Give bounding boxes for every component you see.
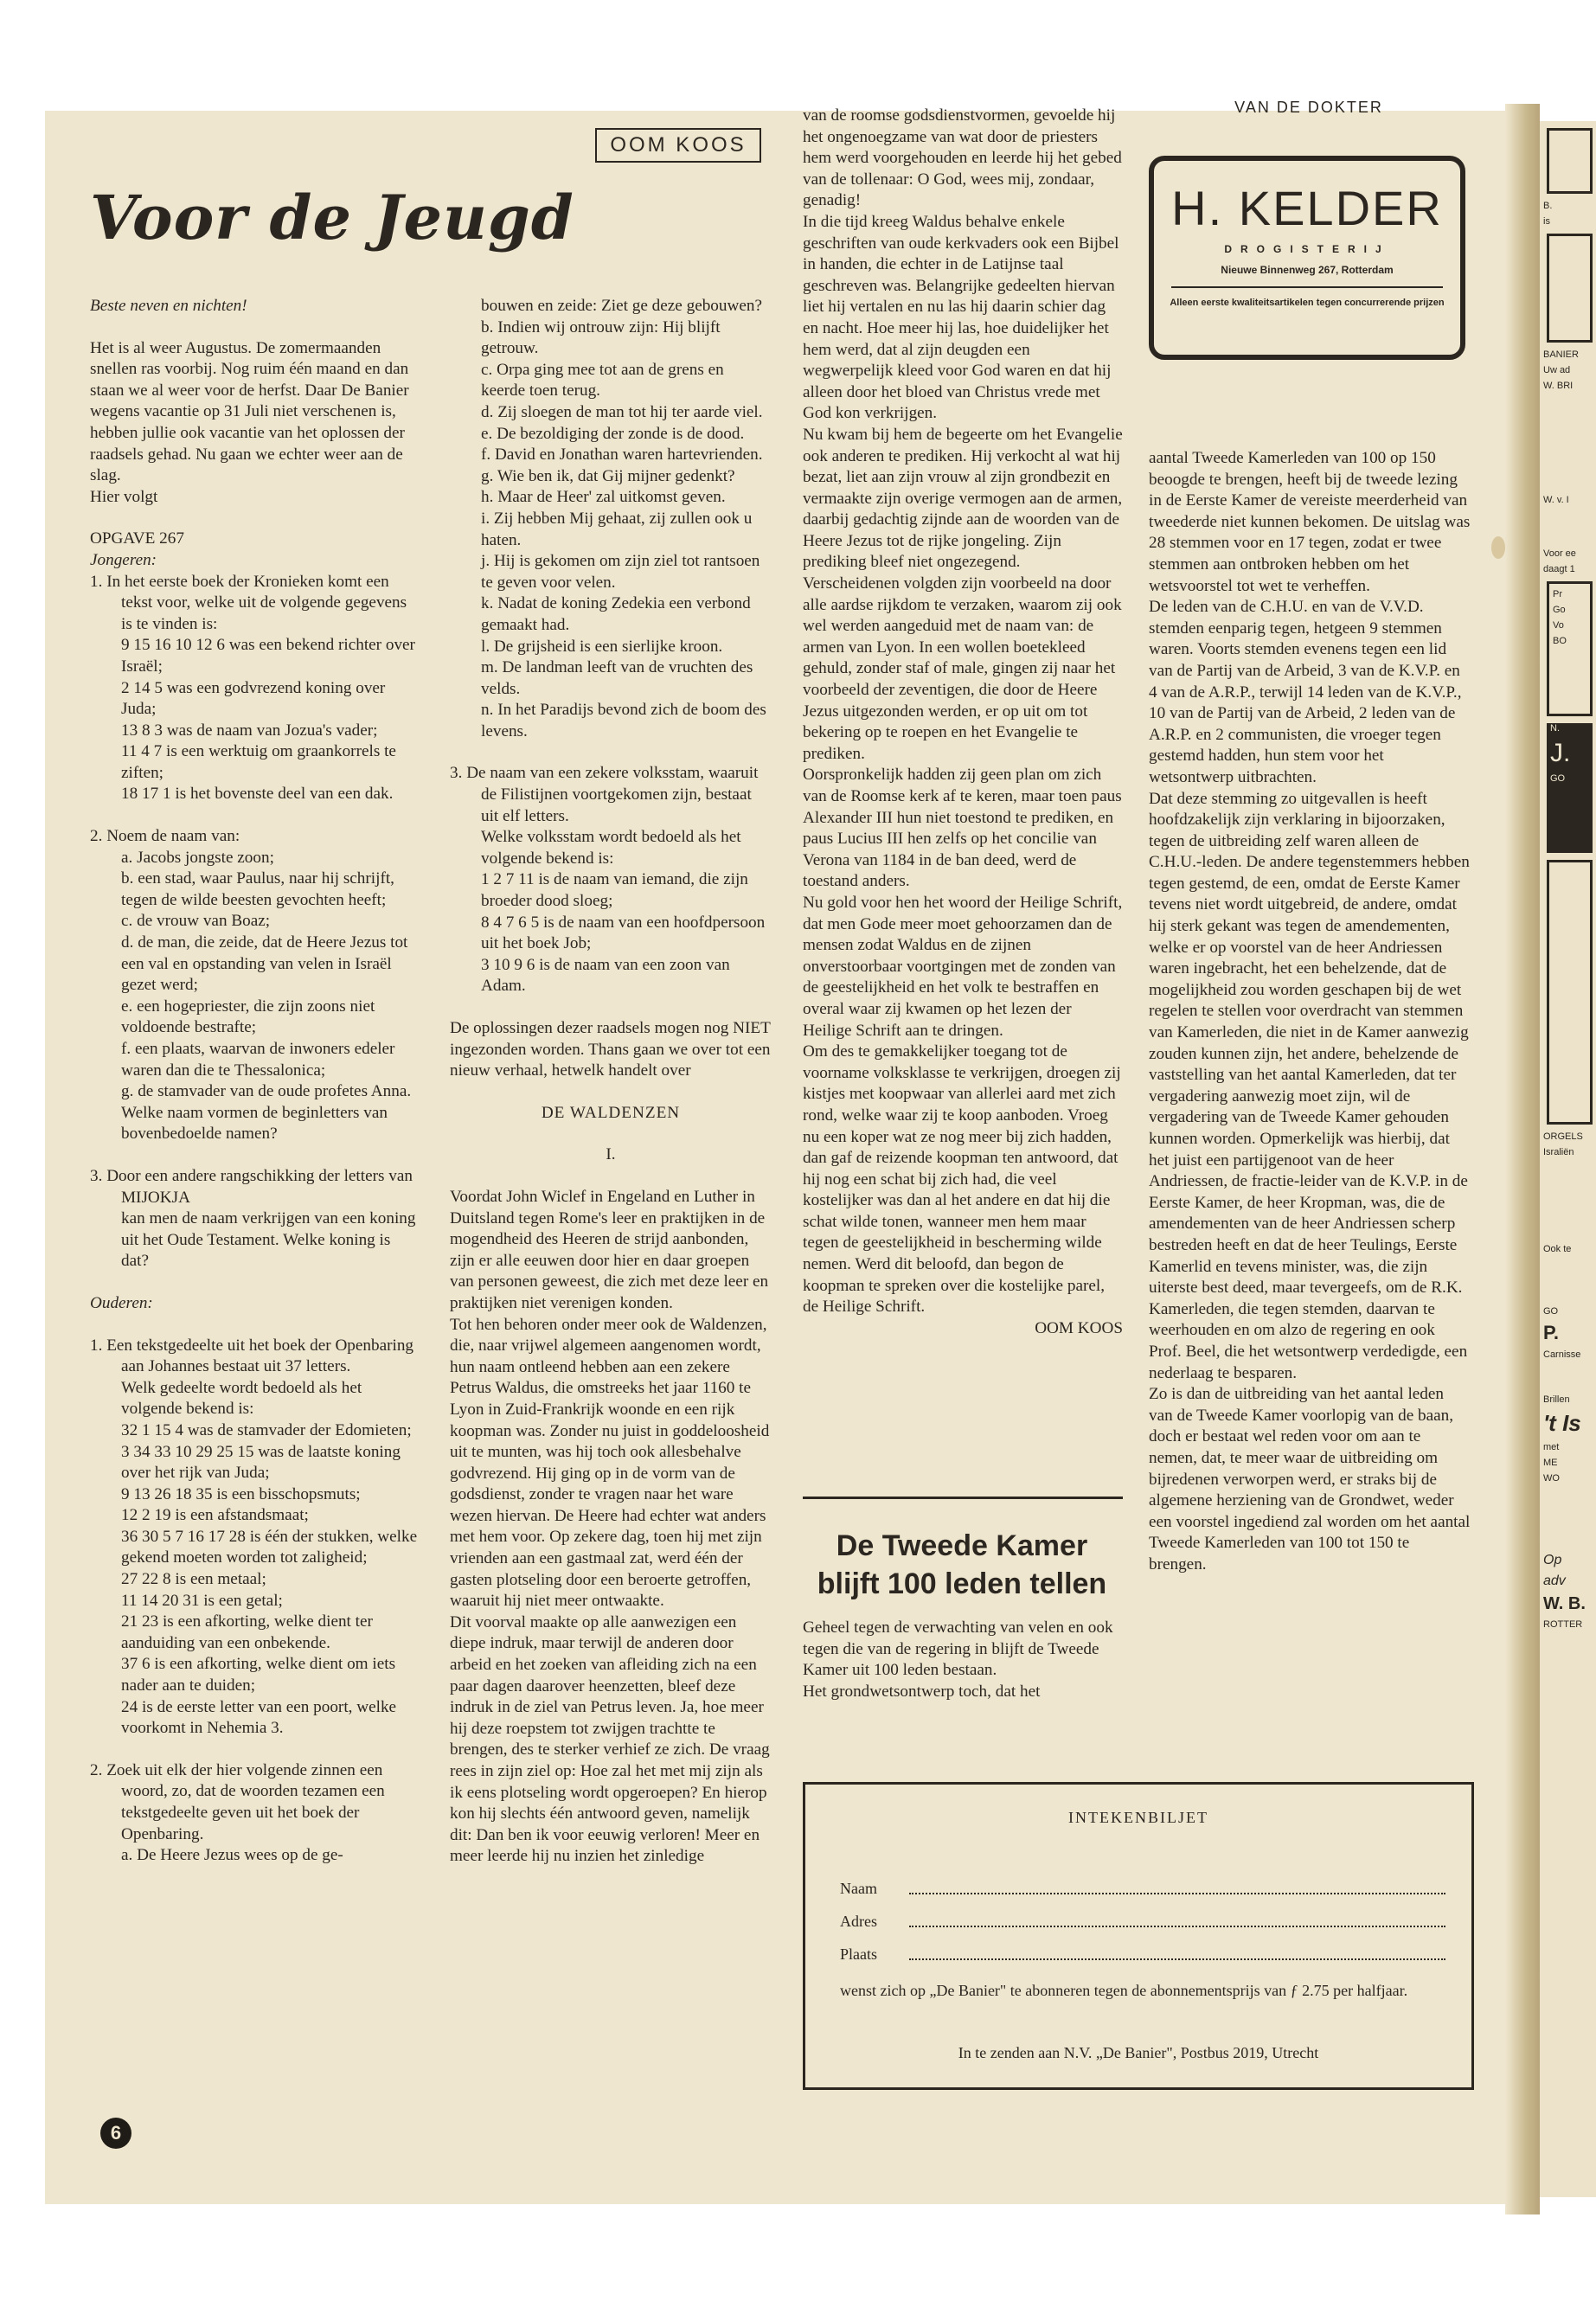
jongeren-heading: Jongeren:: [90, 550, 157, 569]
puzzle-line: 32 1 15 4 was de stamvader der Edomieten;: [121, 1420, 412, 1439]
article-paragraph: Geheel tegen de verwachting van velen en ook tegen die van de regering in blijft de Tweede Kamer uit 100 leden bestaan.: [803, 1618, 1113, 1680]
puzzle-line: f. David en Jonathan waren hartevrienden.: [481, 445, 763, 465]
puzzle-line: n. In het Paradijs bevond zich de boom des levens.: [481, 701, 766, 740]
column-2: [450, 296, 772, 1868]
column-1: [90, 296, 420, 1867]
city-label: Plaats: [840, 1945, 877, 1963]
puzzle-line: 11 4 7 is een werktuig om graankorrels te ziften;: [121, 742, 396, 782]
puzzle-line: kan men de naam verkrijgen van een koning uit het Oude Testament. Welke koning is dat?: [121, 1209, 416, 1271]
article-paragraph: aantal Tweede Kamerleden van 100 op 150 beoogde te brengen, heeft bij de tweede lezing in de Eerste Kamer de vereiste meerderheid van tweederde niet kunnen bekomen. De uitslag was 28 stemmen voor en 17 tegen, zodat er twee stemmen aan ontbroken hebben om het wetsvoorstel tot wet te verheffen.: [1149, 449, 1471, 595]
page-number: 6: [100, 2118, 131, 2149]
article-intro: [803, 1618, 1123, 1702]
fragment: ME: [1543, 1458, 1558, 1468]
adjacent-ad-box: [1547, 860, 1593, 1125]
puzzle-line: a. De Heere Jezus wees op de ge-: [121, 1846, 343, 1865]
page-spine: [1505, 104, 1540, 2214]
puzzle-line: m. De landman leeft van de vruchten des velds.: [481, 658, 753, 698]
fragment: Go: [1553, 605, 1566, 615]
fragment: ORGELS: [1543, 1131, 1583, 1142]
fragment: Op: [1543, 1553, 1562, 1567]
puzzle-line: Welk gedeelte wordt bedoeld als het volgende bekend is:: [121, 1378, 362, 1419]
puzzle-line: 36 30 5 7 16 17 28 is één der stukken, welke gekend moeten worden tot zaligheid;: [121, 1527, 418, 1567]
fragment: adv: [1543, 1574, 1566, 1588]
fragment: Brillen: [1543, 1394, 1570, 1405]
puzzle-line: 9 13 26 18 35 is een bisschopsmuts;: [121, 1484, 361, 1503]
story-paragraph: Nu gold voor hen het woord der Heilige Schrift, dat men Gode meer moet gehoorzamen dan de mensen zodat Waldus en de zijnen onverstoorbaar voortgingen met de zonden van de geestelijkheid en het volk te bestraffen en overal waar zij kwamen op het lezen der Heilige Schrift aan te dringen.: [803, 893, 1123, 1040]
question-text: 2. Zoek uit elk der hier volgende zinnen een woord, zo, dat de woorden tezamen een tekstgedeelte geven uit het boek der Openbaring.: [90, 1760, 385, 1843]
article-paragraph: De leden van de C.H.U. en van de V.V.D. stemden eenparig tegen, hetgeen 9 stemmen waren. Voorts stemden evenens tegen een lid van de Partij van de Arbeid, 3 van de K.V.P. en 4 van de A.R.P., terwijl 14 leden van de K.V.P., 10 van de Partij van de Arbeid, 2 leden van de A.R.P. en 2 communisten, die vroeger tegen gestemd hadden, hun stem voor het wetsontwerp uitbrachten.: [1149, 598, 1462, 786]
question-text: 1. In het eerste boek der Kronieken komt een tekst voor, welke uit de volgende gegevens is te vinden is:: [90, 572, 407, 633]
puzzle-line: h. Maar de Heer' zal uitkomst geven.: [481, 488, 726, 507]
form-text: wenst zich op „De Banier" te abonneren tegen de abonnementsprijs van ƒ 2.75 per halfjaar.: [840, 1982, 1408, 1999]
adjacent-ad-box: [1547, 581, 1593, 716]
story-title: DE WALDENZEN: [541, 1103, 681, 1122]
puzzle-line: 9 15 16 10 12 6 was een bekend richter over Israël;: [121, 636, 415, 676]
question-text: 3. Door een andere rangschikking der letters van: [90, 1166, 413, 1185]
puzzle-line: 21 23 is een afkorting, welke dient ter aanduiding van een onbekende.: [121, 1612, 373, 1652]
story-paragraph: Tot hen behoren onder meer ook de Waldenzen, die, naar vrijwel algemeen aangenomen wordt, hun naam ontleend hebben aan een zekere Petrus Waldus, die omstreeks het jaar 1160 te Lyon in Zuid-Frankrijk woonde en een rijk koopman was. Zonder nu juist in goddeloosheid uit te munten, was hij toch ook allesbehalve godvrezend. Hij ging op in de vorm van de godsdienst, zonder te vragen naar het ware wezen hiervan. De Heere had echter wat anders met hem voor. Op zekere dag, toen hij met zijn vrienden aan een gastmaal zat, werd één der gasten plotseling door een beroerte getroffen, waaruit hij niet meer ontwaakte.: [450, 1315, 770, 1611]
name-field[interactable]: [840, 1880, 1445, 1898]
address-label: Adres: [840, 1913, 877, 1930]
fragment: W. v. I: [1543, 495, 1569, 505]
fragment: BANIER: [1543, 349, 1579, 360]
fragment: P.: [1543, 1322, 1559, 1343]
ad-name: H. KELDER: [1171, 181, 1443, 235]
adjacent-page-edge: [1540, 121, 1596, 2197]
fragment: Israliën: [1543, 1147, 1574, 1157]
puzzle-line: 12 2 19 is een afstandsmaat;: [121, 1506, 309, 1525]
fragment: GO: [1543, 1306, 1559, 1317]
fragment: Uw ad: [1543, 365, 1571, 375]
story-paragraph: Verscheidenen volgden zijn voorbeeld na door alle aardse rijkdom te verzaken, waarom zij ook wel werden aangeduid met de naam van: de armen van Lyon. In een wollen boetekleed gehuld, zonder staf of male, gingen zij naar het voorbeeld der zeventigen, die door de Heere Jezus uitgezonden werden, er op uit om tot bekering op te roepen en het Evangelie te prediken.: [803, 574, 1122, 763]
puzzle-line: 8 4 7 6 5 is de naam van een hoofdpersoon uit het boek Job;: [481, 913, 766, 953]
paper-stain: [1491, 536, 1505, 559]
story-paragraph: van de roomse godsdienstvormen, gevoelde hij het ongenoegzame van wat door de priesters hem werd voorgehouden en leerde hij het gebed van de tollenaar: O God, wees mij, zondaar, genadig!: [803, 106, 1122, 210]
puzzle-line: l. De grijsheid is een sierlijke kroon.: [481, 637, 723, 656]
question-text: 2. Noem de naam van:: [90, 827, 240, 846]
column-4: [1149, 448, 1471, 1575]
puzzle-line: b. Indien wij ontrouw zijn: Hij blijft getrouw.: [481, 317, 721, 358]
puzzle-line: e. een hogepriester, die zijn zoons niet voldoende bestrafte;: [121, 997, 375, 1037]
form-send-address: In te zenden aan N.V. „De Banier", Postbus 2019, Utrecht: [958, 2044, 1319, 2061]
puzzle-line: Welke volksstam wordt bedoeld als het volgende bekend is:: [481, 828, 741, 868]
puzzle-line: c. Orpa ging mee tot aan de grens en keerde toen terug.: [481, 360, 724, 401]
puzzle-line: b. een stad, waar Paulus, naar hij schrijft, tegen de wilde beesten gevochten heeft;: [121, 869, 394, 909]
puzzle-line: e. De bezoldiging der zonde is de dood.: [481, 424, 745, 443]
puzzle-line: 1 2 7 11 is de naam van iemand, die zijn broeder dood sloeg;: [481, 870, 748, 911]
story-paragraph: Dit voorval maakte op alle aanwezigen een diepe indruk, maar terwijl de anderen door arbeid en het zoeken van afleiding zich na een paar dagen daarover heenzetten, bleef deze indruk in de ziel van Petrus leven. Ja, hoe meer hij deze roepstem tot zwijgen trachtte te brengen, des te sterker verhief ze zich. De vraag rees in zijn ziel op: Hoe zal het met mij zijn als ik eens plotseling wordt opgeroepen? En hierop kon hij slechts één antwoord geven, namelijk dit: Dan ben ik voor eeuwig verloren! Meer en meer leerde hij nu inzien het zinledige: [450, 1612, 770, 1866]
puzzle-line: 13 8 3 was de naam van Jozua's vader;: [121, 721, 378, 740]
fragment: N.: [1550, 723, 1560, 734]
story-paragraph: In die tijd kreeg Waldus behalve enkele geschriften van oude kerkvaders ook een Bijbel in handen, die echter in de Latijnse taal geschreven was. Belangrijke gedeelten hiervan liet hij vertalen en nu las hij daarin schier dag en nacht. Hoe meer hij las, hoe duidelijker het hem werd, dat al zijn deugden een wegwerpelijk kleed voor God waren en dat hij alleen door het bloed van Christus vrede met God kon verkrijgen.: [803, 212, 1119, 423]
puzzle-line: d. Zij sloegen de man tot hij ter aarde viel.: [481, 402, 763, 421]
section-divider: [803, 1497, 1123, 1499]
puzzle-line: i. Zij hebben Mij gehaat, zij zullen ook u haten.: [481, 509, 753, 549]
puzzle-line: j. Hij is gekomen om zijn ziel tot rantsoen te geven voor velen.: [481, 552, 760, 592]
ad-divider: [1171, 286, 1443, 288]
question-text: 3. De naam van een zekere volksstam, waaruit de Filistijnen voortgekomen zijn, bestaat uit elf letters.: [450, 764, 759, 825]
article-paragraph: Zo is dan de uitbreiding van het aantal leden van de Tweede Kamer voorlopig van de baan, doch er bestaat wel reden voor om aan te nemen, dat, te meer waar de uitbreiding om bijredenen verworpen werd, er straks bij de algemene herziening van de Grondwet, weder een voorstel ingediend zal worden om het aantal Tweede Kamerleden van 100 tot 150 te brengen.: [1149, 1385, 1471, 1574]
page-title: Voor de Jeugd: [90, 182, 574, 253]
column-label: OOM KOOS: [595, 128, 761, 163]
fragment: Pr: [1553, 589, 1562, 599]
puzzle-line: a. Jacobs jongste zoon;: [121, 848, 274, 867]
adjacent-ad-dark: [1547, 723, 1593, 853]
article-paragraph: Het grondwetsontwerp toch, dat het: [803, 1682, 1041, 1701]
puzzle-line: 2 14 5 was een godvrezend koning over Juda;: [121, 678, 386, 719]
puzzle-line: 37 6 is een afkorting, welke dient om iets nader aan te duiden;: [121, 1655, 396, 1695]
subscription-form: [803, 1782, 1474, 2090]
puzzle-line: k. Nadat de koning Zedekia een verbond gemaakt had.: [481, 594, 751, 634]
adjacent-ad-box: [1547, 128, 1593, 194]
puzzle-line: 24 is de eerste letter van een poort, welke voorkomt in Nehemia 3.: [121, 1697, 397, 1738]
fragment: W. B.: [1543, 1594, 1586, 1613]
fragment: ROTTER: [1543, 1619, 1583, 1630]
puzzle-line: f. een plaats, waarvan de inwoners edeler waren dan die te Thessalonica;: [121, 1040, 395, 1080]
name-label: Naam: [840, 1880, 877, 1897]
kelder-advertisement: [1149, 156, 1465, 360]
puzzle-line: 11 14 20 31 is een getal;: [121, 1591, 283, 1610]
puzzle-line: g. de stamvader van de oude profetes Anna.: [121, 1082, 412, 1101]
adjacent-ad-box: [1547, 234, 1593, 343]
fragment: Vo: [1553, 620, 1564, 631]
puzzle-line: 18 17 1 is het bovenste deel van een dak.: [121, 785, 394, 804]
fragment: Carnisse: [1543, 1349, 1581, 1360]
fragment: B.: [1543, 201, 1553, 211]
puzzle-line: 27 22 8 is een metaal;: [121, 1570, 266, 1589]
closing-text: De oplossingen dezer raadsels mogen nog NIET ingezonden worden. Thans gaan we over tot een nieuw verhaal, hetwelk handelt over: [450, 1019, 771, 1080]
puzzle-line: d. de man, die zeide, dat de Heere Jezus tot een val en opstanding van velen in Israël gezet werd;: [121, 933, 408, 995]
fragment: BO: [1553, 636, 1567, 646]
question-text: 1. Een tekstgedeelte uit het boek der Openbaring aan Johannes bestaat uit 37 letters.: [90, 1336, 414, 1376]
address-field[interactable]: [840, 1913, 1445, 1931]
story-paragraph: Om des te gemakkelijker toegang tot de voorname volksklasse te verkrijgen, droegen zij kistjes met koopwaar van allerlei aard met zich rond, welke waar zij te koop aanboden. Vroeg nu een koper wat ze nog meer bij zich hadden, dan gaf de reizende koopman ten antwoord, dat hij nog een schat bij zich had, die veel kostelijker was dan al het andere en dat hij die schat wilde tonen, wanneer men hem maar tegen de geestelijkheid in bescherming wilde nemen. Werd dit beloofd, dan begon de koopman te spreken over die kostelijke parel, de Heilige Schrift.: [803, 1042, 1121, 1317]
fragment: Ook te: [1543, 1244, 1572, 1254]
ouderen-heading: Ouderen:: [90, 1293, 153, 1312]
puzzle-line: 3 34 33 10 29 25 15 was de laatste koning over het rijk van Juda;: [121, 1442, 401, 1483]
ad-address: Nieuwe Binnenweg 267, Rotterdam: [1221, 264, 1394, 276]
puzzle-line: Welke naam vormen de beginletters van bovenbedoelde namen?: [121, 1103, 388, 1144]
fragment: GO: [1550, 773, 1566, 784]
city-field[interactable]: [840, 1945, 1445, 1964]
story-paragraph: Voordat John Wiclef in Engeland en Luther in Duitsland tegen Rome's leer en praktijken in de mogendheid des Heeren de strijd aanbonden, zijn er alle eeuwen door hier en daar groepen van personen geweest, die zich met deze leer en praktijken niet verenigen konden.: [450, 1187, 769, 1312]
column-3: [803, 106, 1123, 1339]
ad-type: DROGISTERIJ: [1224, 243, 1390, 255]
article-headline: De Tweede Kamer blijft 100 leden tellen: [817, 1529, 1107, 1600]
story-paragraph: Oorspronkelijk hadden zij geen plan om zich van de Roomse kerk af te keren, maar toen paus Alexander III hun niet toestond te prediken, en paus Lucius III hen zelfs op het concilie van Verona van 1184 in de ban deed, werd de toestand anders.: [803, 766, 1122, 891]
fragment: Voor ee: [1543, 548, 1576, 559]
fragment: WO: [1543, 1473, 1560, 1484]
fragment: 't Is: [1543, 1410, 1581, 1436]
greeting: Beste neven en nichten!: [90, 297, 247, 315]
fragment: daagt 1: [1543, 564, 1575, 574]
intro-text: Het is al weer Augustus. De zomermaanden snellen ras voorbij. Nog ruim één maand en dan staan we al weer voor de herfst. Daar De Banier wegens vacantie op 31 Juli niet verschenen is, hebben jullie ook vacantie van het oplossen der raadsels gehad. Nu gaan we echter weer aan de slag.: [90, 338, 409, 485]
signature: OOM KOOS: [1035, 1318, 1123, 1337]
article-paragraph: Dat deze stemming zo uitgevallen is heeft hoofdzakelijk zijn verklaring in bijoorzaken, tegen de uitbreiding zelf waren alleen de C.H.U.-leden. De andere tegenstemmers hebben tegen gestemd, de een, omdat de Eerste Kamer tevens niet wordt uitgebreid, de andere, omdat hij sterk gekant was tegen de amendementen, welke er op voorstel van de heer Andriessen waren ingebracht, het een behelzende, dat de mogelijkheid zou worden geschapen bij de wet regelen te stellen voor overdracht van stemmen van Kamerleden, die niet in de Kamer aanwezig zouden kunnen zijn, het andere, behelzende de vaststelling van het aantal Kamerleden, dat ter vergadering aanwezig moet zijn, wil de vergadering van de Tweede Kamer gehouden kunnen worden. Opmerkelijk was hierbij, dat het juist een partijgenoot van de heer Andriessen, de fractie-leider van de K.V.P. in de Eerste Kamer, de heer Kropman, was, die de amendementen van de heer Andriessen scherp bestreden heeft en dat de heer Teulings, Eerste Kamerlid en tevens minister, was, die zijn uiterste best deed, maar tevergeefs, om de R.K. Kamerleden, die tegen stemden, daarvan te weerhouden en om alzo de regering en ook Prof. Beel, die het wetsontwerp verdedigde, een nederlaag te besparen.: [1149, 789, 1470, 1382]
puzzle-line: 3 10 9 6 is de naam van een zoon van Adam.: [481, 955, 730, 996]
ad-note: Alleen eerste kwaliteitsartikelen tegen concurrerende prijzen: [1170, 298, 1445, 308]
fragment: W. BRI: [1543, 381, 1574, 391]
top-cut-heading: VAN DE DOKTER: [1234, 100, 1383, 112]
form-title: INTEKENBILJET: [1068, 1809, 1208, 1826]
fragment: met: [1543, 1442, 1560, 1452]
puzzle-line: c. de vrouw van Boaz;: [121, 912, 271, 931]
story-paragraph: Nu kwam bij hem de begeerte om het Evangelie ook anderen te prediken. Hij verkocht al wat hij bezat, liet aan zijn vrouw al zijn grondbezit en vermaakte zijn overige vermogen aan de armen, daarbij gedachtig zijnde aan de woorden van de Heere Jezus tot de rijke jongeling. Zijn prediking bleef niet ongezegend.: [803, 425, 1123, 572]
puzzle-word: MIJOKJA: [121, 1188, 190, 1207]
chapter-number: I.: [606, 1145, 616, 1164]
puzzle-line: g. Wie ben ik, dat Gij mijner gedenkt?: [481, 466, 735, 485]
fragment: is: [1543, 216, 1550, 227]
fragment: J.: [1550, 739, 1571, 767]
volgt-text: Hier volgt: [90, 487, 158, 506]
opgave-heading: OPGAVE 267: [90, 529, 184, 548]
puzzle-line: bouwen en zeide: Ziet ge deze gebouwen?: [481, 297, 762, 315]
